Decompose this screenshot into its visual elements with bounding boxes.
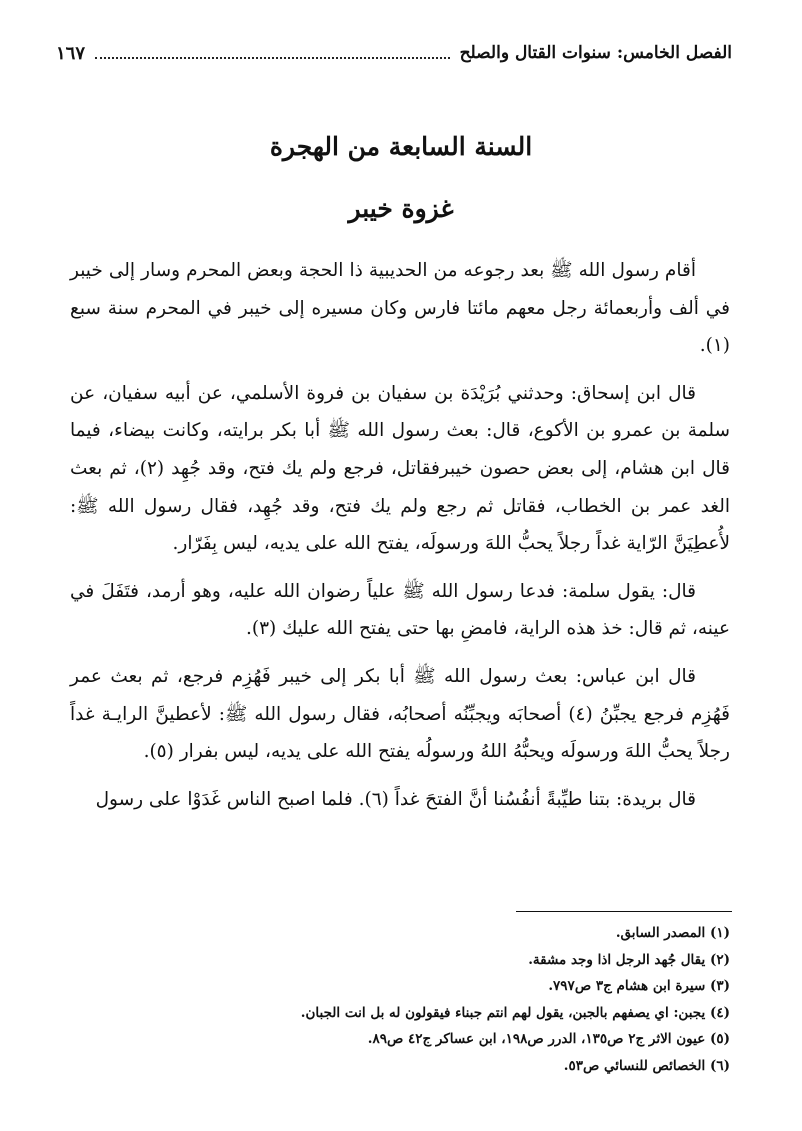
running-header [56,36,732,70]
paragraph: قال ابن عباس: بعث رسول الله ﷺ أبا بكر إلى خيبر فَهُزِم فرجع، ثم بعث عمر فَهُزِم فرجع يجبِّنُ (٤) أصحابَه ويجبِّنُه أصحابُه، فقال رسول الله ﷺ: لأعطينَّ الرايـة غداً رجلاً يحبُّ اللهَ ورسولَه ويحبُّهُ اللهُ ورسولُه يفتح الله على يديه، ليس بفرار (٥). [70,665,730,763]
leader-dots [95,47,450,59]
footnote: (٥) عيون الاثر ج٢ ص١٣٥، الدرر ص١٩٨، ابن عساكر ج٤٢ ص٨٩. [367,1031,730,1047]
footnote-separator [516,911,732,912]
footnote: (٤) يجبن: اي يصفهم بالجبن، يقول لهم انتم جبناء فيقولون له بل انت الجبان. [300,1004,730,1021]
page-number: ١٦٧ [56,42,86,64]
footnote: (١) المصدر السابق. [615,925,730,941]
year-heading: السنة السابعة من الهجرة [269,132,533,161]
chapter-title: الفصل الخامس: سنوات القتال والصلح [459,43,732,63]
battle-heading: غزوة خيبر [348,194,454,223]
footnotes [120,920,730,1079]
paragraph: أقام رسول الله ﷺ بعد رجوعه من الحديبية ذا الحجة وبعض المحرم وسار إلى خيبر في ألف وأربعمائة رجل معهم مائتا فارس وكان مسيره إلى خيبر في المحرم سنة سبع (١). [70,260,730,357]
paragraph: قال بريدة: بتنا طيِّبةً أنفُسُنا أنَّ الفتحَ غداً (٦). فلما اصبح الناس غَدَوْا على رسول [95,788,696,810]
footnote: (٢) يقال جُهد الرجل اذا وجد مشقة. [528,951,730,968]
paragraph: قال ابن إسحاق: وحدثني بُرَيْدَة بن سفيان بن فروة الأسلمي، عن أبيه سفيان، عن سلمة بن عمرو بن الأكوع، قال: بعث رسول الله ﷺ أبا بكر برايته، وكانت بيضاء، فيما قال ابن هشام، إلى بعض حصون خيبرفقاتل، فرجع ولم يك فتح، وقد جُهِد (٢)، ثم بعث الغد عمر بن الخطاب، فقاتل ثم رجع ولم يك فتح، وقد جُهِد، فقال رسول الله ﷺ: لأُعطِيَنَّ الرّاية غداً رجلاً يحبُّ اللهَ ورسولَه، يفتح الله على يديه، ليس بِفَرّار. [70,382,730,555]
body-text [70,252,730,828]
footnote: (٦) الخصائص للنسائي ص٥٣. [563,1057,730,1074]
paragraph: قال: يقول سلمة: فدعا رسول الله ﷺ علياً رضوان الله عليه، وهو أرمد، فتَفَلَ في عينه، ثم قال: خذ هذه الراية، فامضِ بها حتى يفتح الله عليك (٣). [70,580,730,640]
footnote: (٣) سيرة ابن هشام ج٣ ص٧٩٧. [548,978,730,994]
